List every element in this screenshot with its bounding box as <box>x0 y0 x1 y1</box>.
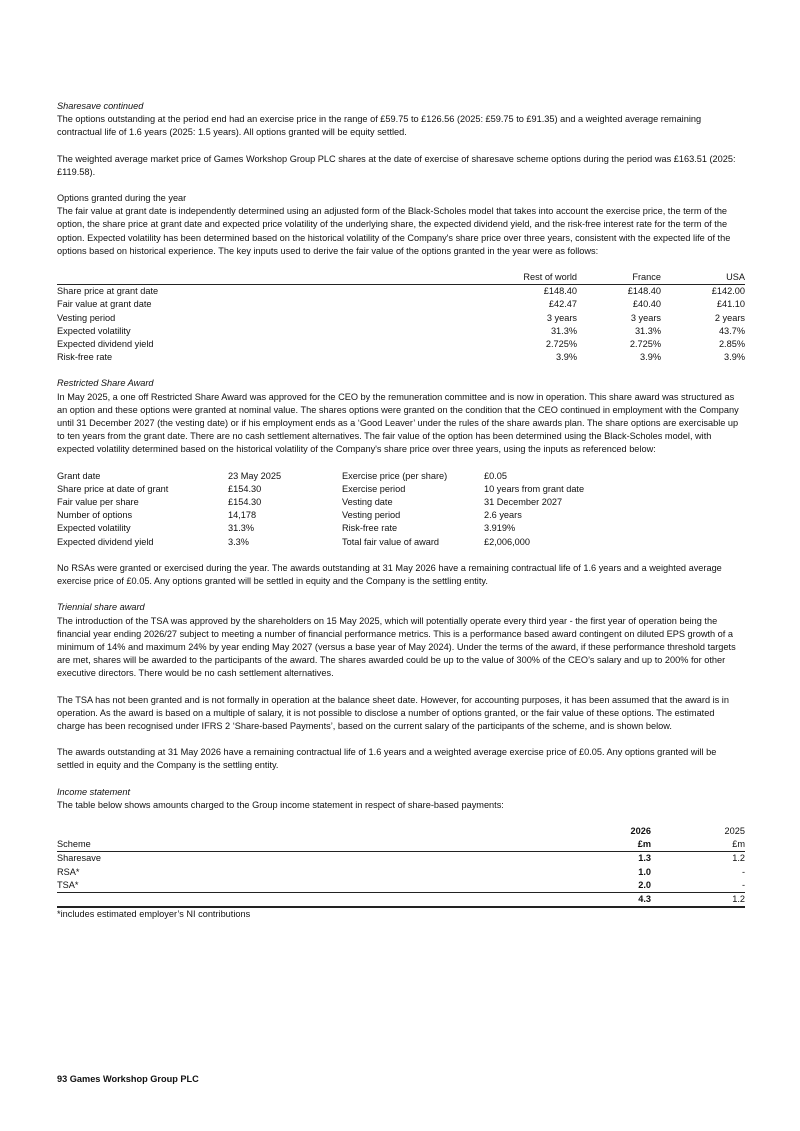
table-cell: - <box>741 879 745 890</box>
table-row <box>57 509 745 522</box>
year-header-row <box>57 825 745 838</box>
table-cell: 1.2 <box>651 852 745 866</box>
table-cell: 2.725% <box>629 339 661 350</box>
table-cell: 3.9% <box>640 352 661 363</box>
year-prior: 2025 <box>724 825 745 836</box>
input-label: Number of options <box>57 510 133 521</box>
table-row <box>57 522 745 535</box>
row-label: RSA* <box>57 866 80 877</box>
table-row <box>57 866 745 879</box>
total-prior: 1.2 <box>651 892 745 907</box>
options-granted-heading: Options granted during the year <box>57 193 187 204</box>
table-row <box>57 852 745 866</box>
input-value: 2.6 years <box>484 510 522 521</box>
row-label: Expected dividend yield <box>57 339 154 350</box>
income-para-1: The table below shows amounts charged to the Group income statement in respect of share-based payments: <box>57 799 504 810</box>
sharesave-para-2: The weighted average market price of Games Workshop Group PLC shares at the date of exercise of sharesave scheme options during the period was £163.51 (2025: £119.58). <box>57 153 736 177</box>
input-label: Fair value per share <box>57 497 139 508</box>
input-label: Exercise period <box>342 483 406 494</box>
table-cell: 2.85% <box>718 339 745 350</box>
unit-current: £m <box>637 839 651 850</box>
table-cell: 2.725% <box>545 339 577 350</box>
input-value: 31 December 2027 <box>484 497 563 508</box>
tsa-heading: Triennial share award <box>57 602 145 613</box>
row-label: TSA* <box>57 879 79 890</box>
input-value: £154.30 <box>228 483 262 494</box>
rsa-para-1: In May 2025, a one off Restricted Share Award was approved for the CEO by the remuneration committee and is now in operation. This share award was structured as an option and these options were granted at nominal value. The shares options were granted on the condition that the CEO continued in employment with the Company until 31 December 2027 (the vesting date) or if his employment ends as a ‘Good Leaver’ under the rules of the share awards plan. The share options are exercisable up to ten years from the grant date. There are no cash settlement alternatives. The fair value of the option has been determined using the Black-Scholes model, with expected volatility determined based on the historical volatility of the Company's share price over three years, using the inputs as referenced below: <box>57 391 739 455</box>
column-header: Rest of world <box>457 271 577 285</box>
table-header-row <box>57 271 745 285</box>
table-cell: £41.10 <box>716 299 745 310</box>
row-label: Sharesave <box>57 852 577 866</box>
sharesave-heading: Sharesave continued <box>57 101 144 111</box>
table-cell: 31.3% <box>634 325 661 336</box>
input-value: £154.30 <box>228 497 262 508</box>
rsa-heading: Restricted Share Award <box>57 378 154 389</box>
table-row <box>57 338 745 351</box>
total-current: 4.3 <box>577 892 651 907</box>
table-cell: 2 years <box>714 312 745 323</box>
income-heading: Income statement <box>57 786 131 797</box>
table-row <box>57 325 745 338</box>
table-row <box>57 483 745 496</box>
row-label: Vesting period <box>57 312 116 323</box>
tsa-para-1: The introduction of the TSA was approved by the shareholders on 15 May 2025, which will potentially operate every third year - the first year of operation being the financial year ending 2026/27 subject to meeting a number of financial performance metrics. This is a performance based award contingent on diluted EPS growth of a minimum of 14% and maximum 24% by year ending May 2027 (versus a base year of May 2024). Under the terms of the award, if these performance threshold targets are met, shares will be awarded to the participants of the award. The shares awarded could be up to the value of 300% of the CEO’s salary and up to 200% for other executive directors. There would be no cash settlement alternatives. <box>57 615 736 679</box>
document-body <box>57 100 745 921</box>
table-row <box>57 496 745 509</box>
table-row <box>57 351 745 364</box>
total-row <box>57 892 745 907</box>
input-label: Expected volatility <box>57 523 131 534</box>
table-cell: 3 years <box>546 312 577 323</box>
input-label: Risk-free rate <box>342 523 398 534</box>
table-cell: 3 years <box>630 312 661 323</box>
tsa-para-3: The awards outstanding at 31 May 2026 have a remaining contractual life of 1.6 years and a weighted average exercise price of £0.05. Any options granted will be settled in equity and the Company is the settling entity. <box>57 747 717 771</box>
row-label: Fair value at grant date <box>57 299 152 310</box>
income-footnote: *includes estimated employer’s NI contributions <box>57 909 251 920</box>
table-cell: 1.0 <box>638 866 651 877</box>
row-label: Expected volatility <box>57 325 131 336</box>
input-value: £2,006,000 <box>484 536 530 547</box>
row-label: Share price at grant date <box>57 286 159 297</box>
table-cell: 3.9% <box>556 352 577 363</box>
table-row <box>57 285 745 299</box>
input-value: £0.05 <box>484 470 507 481</box>
column-header: USA <box>661 271 745 285</box>
table-row <box>57 879 745 893</box>
input-value: 10 years from grant date <box>484 483 585 494</box>
table-cell: 1.3 <box>577 852 651 866</box>
rsa-inputs-table <box>57 470 745 549</box>
table-cell: 3.9% <box>724 352 745 363</box>
table-row <box>57 536 745 549</box>
rsa-para-2: No RSAs were granted or exercised during the year. The awards outstanding at 31 May 2026 have a remaining contractual life of 1.6 years and a weighted average exercise price of £0.05. Any options granted will be settled in equity and the Company is the settling entity. <box>57 562 722 587</box>
input-value: 23 May 2025 <box>228 470 282 481</box>
input-label: Vesting period <box>342 510 401 521</box>
table-cell: - <box>741 866 745 877</box>
sharesave-para-1: The options outstanding at the period end had an exercise price in the range of £59.75 to £126.56 (2025: £59.75 to £91.35) and a weighted average remaining contractual life of 1.6 years (2025: 1.5 years). All options granted will be equity settled. <box>57 114 702 138</box>
row-label: Risk-free rate <box>57 352 113 363</box>
table-row <box>57 470 745 483</box>
table-row <box>57 312 745 325</box>
options-inputs-table <box>57 271 745 364</box>
scheme-label: Scheme <box>57 839 91 850</box>
input-label: Expected dividend yield <box>57 536 154 547</box>
input-label: Share price at date of grant <box>57 483 169 494</box>
table-cell: £40.40 <box>632 299 661 310</box>
unit-prior: £m <box>732 839 745 850</box>
sharesave-para-3: The fair value at grant date is independently determined using an adjusted form of the Black-Scholes model that takes into account the exercise price, the term of the option, the share price at grant date and expected price volatility of the underlying share, the expected dividend yield, and the risk-free interest rate for the term of the option. Expected volatility has been determined based on the historical volatility of the Company's share price over three years, consistent with the expected life of the options based on historical experience. The key inputs used to derive the fair value of the options granted in the year were as follows: <box>57 206 731 256</box>
input-value: 31.3% <box>228 523 255 534</box>
year-current: 2026 <box>630 825 651 836</box>
input-value: 14,178 <box>228 510 257 521</box>
table-cell: 43.7% <box>718 325 745 336</box>
table-cell: 2.0 <box>638 879 651 890</box>
column-header: France <box>577 271 661 285</box>
table-cell: 31.3% <box>550 325 577 336</box>
page-footer: 93 Games Workshop Group PLC <box>57 1074 199 1084</box>
input-label: Grant date <box>57 470 101 481</box>
table-cell: £148.40 <box>627 286 661 297</box>
income-statement-table <box>57 825 745 908</box>
input-label: Total fair value of award <box>342 536 440 547</box>
input-value: 3.3% <box>228 536 249 547</box>
table-cell: £142.00 <box>711 286 745 297</box>
table-row <box>57 298 745 311</box>
unit-header-row <box>57 838 745 852</box>
input-label: Exercise price (per share) <box>342 470 448 481</box>
table-cell: £42.47 <box>548 299 577 310</box>
input-label: Vesting date <box>342 497 393 508</box>
table-cell: £148.40 <box>543 286 577 297</box>
tsa-para-2: The TSA has not been granted and is not formally in operation at the balance sheet date. However, for accounting purposes, it has been assumed that the award is in operation. As the award is based on a multiple of salary, it is not possible to disclose a number of options granted, or the fair value of these options. The estimated charge has been recognised under IFRS 2 ‘Share-based Payments’, based on the current salary of the participants of the scheme, and is shown below. <box>57 694 729 731</box>
input-value: 3.919% <box>484 523 516 534</box>
